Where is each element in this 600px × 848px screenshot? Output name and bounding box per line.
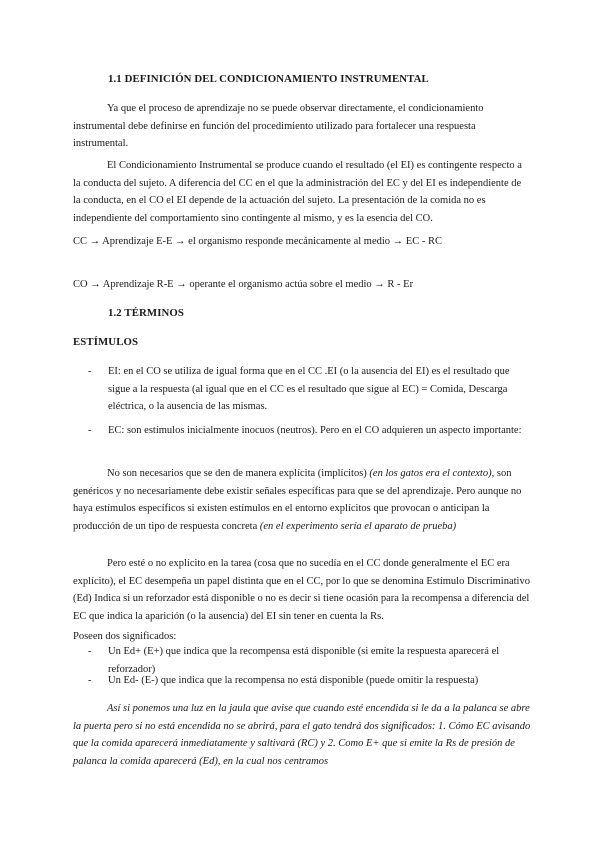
paragraph-italic-segment: (en el experimento sería el aparato de prueba) [259, 520, 457, 532]
bullet-ei [88, 363, 528, 416]
bullet-text: EI: en el CO se utiliza de igual forma que en el CC .EI (o la ausencia del EI) es el resultado que sigue a la respuesta (al igual que en el CC es el resultado que sigue al EC) = Comida, Descarga eléctrica, o la ausencia de las mismas. [108, 366, 510, 412]
paragraph-text: Así si ponemos una luz en la jaula que avise que cuando esté encendida si le da a la palanca se abre la puerta pero si no está encendida no se abrirá, para el gato tendrá dos significados: 1. Cómo EC avisando que la comida aparecerá inmediatamente y saltivará (RC) y 2. Como E+ que si emite la Rs de presión de palanca la comida aparecerá (Ed), en la cual nos centramos [73, 703, 531, 767]
paragraph-italic-segment: (en los gatos era el contexto), [369, 468, 495, 479]
paragraph-segment: No son necesarios que se den de manera explícita (implícitos) [107, 468, 370, 479]
paragraph-text: Ya que el proceso de aprendizaje no se puede observar directamente, el condicionamiento instrumental debe definirse en función del procedimiento utilizado para fortalecer una respuesta instrumental. [73, 103, 484, 149]
bullet-text: Un Ed- (E-) que indica que la recompensa no está disponible (puede omitir la respuesta) [108, 675, 479, 686]
section-heading-1-2: 1.2 TÉRMINOS [108, 307, 184, 319]
paragraph-example [73, 700, 533, 770]
paragraph-segment: son genéricos y no necesariamente debe existir señales específicas para que se del aprendizaje. Pero aunque no haya estímulos específicos si existen estímulos en el entorno explícitos que provocan o anticipan la producción de un tipo de respuesta concreta [73, 468, 522, 532]
paragraph-text: El Condicionamiento Instrumental se produce cuando el resultado (el EI) es contingente respecto a la conducta del sujeto. A diferencia del CC en el que la administración del EC y del EI es independiente de la conducta, en el CO el EI depende de la actuación del sujeto. La presentación de la comida no es independiente del comportamiento sino contingente al mismo, y es la esencia del CO. [73, 160, 522, 224]
bullet-ed-minus [88, 672, 538, 690]
two-meanings-line: Poseen dos significados: [73, 631, 177, 642]
paragraph-definition [73, 100, 528, 153]
bullet-dash: - [88, 646, 92, 657]
paragraph-text: Pero esté o no explícito en la tarea (cosa que no sucedía en el CC donde generalmente el EC era explícito), el EC desempeña un papel distinta que en el CC, por lo que se denomina Estímulo Discriminativo (Ed) Indica si un reforzador está disponible o no es decir si tiene ocasión para la recompensa a diferencia del EC que indica la aparición (o la ausencia) del EI sin tener en cuenta la Rs. [73, 558, 530, 622]
bullet-dash: - [88, 425, 92, 436]
bullet-text: Un Ed+ (E+) que indica que la recompensa está disponible (si emite la respuesta aparecerá el reforzador) [108, 646, 500, 675]
co-definition-line: CO → Aprendizaje R-E → operante el organismo actúa sobre el medio → R - Er [73, 279, 414, 290]
subheading-estimulos: ESTÍMULOS [73, 336, 139, 348]
paragraph-discriminative-stimulus [73, 555, 533, 625]
paragraph-instrumental [73, 157, 528, 227]
bullet-text: EC: son estímulos inicialmente inocuos (neutros). Pero en el CO adquieren un aspecto importante: [108, 425, 522, 436]
cc-definition-line: CC → Aprendizaje E-E → el organismo responde mecánicamente al medio → EC - RC [73, 236, 442, 247]
paragraph-text [73, 465, 528, 535]
section-heading-1-1: 1.1 DEFINICIÓN DEL CONDICIONAMIENTO INSTRUMENTAL [108, 73, 429, 85]
bullet-ec [88, 422, 528, 440]
paragraph-implicit-stimuli [73, 465, 528, 535]
bullet-dash: - [88, 675, 92, 686]
bullet-dash: - [88, 366, 92, 377]
